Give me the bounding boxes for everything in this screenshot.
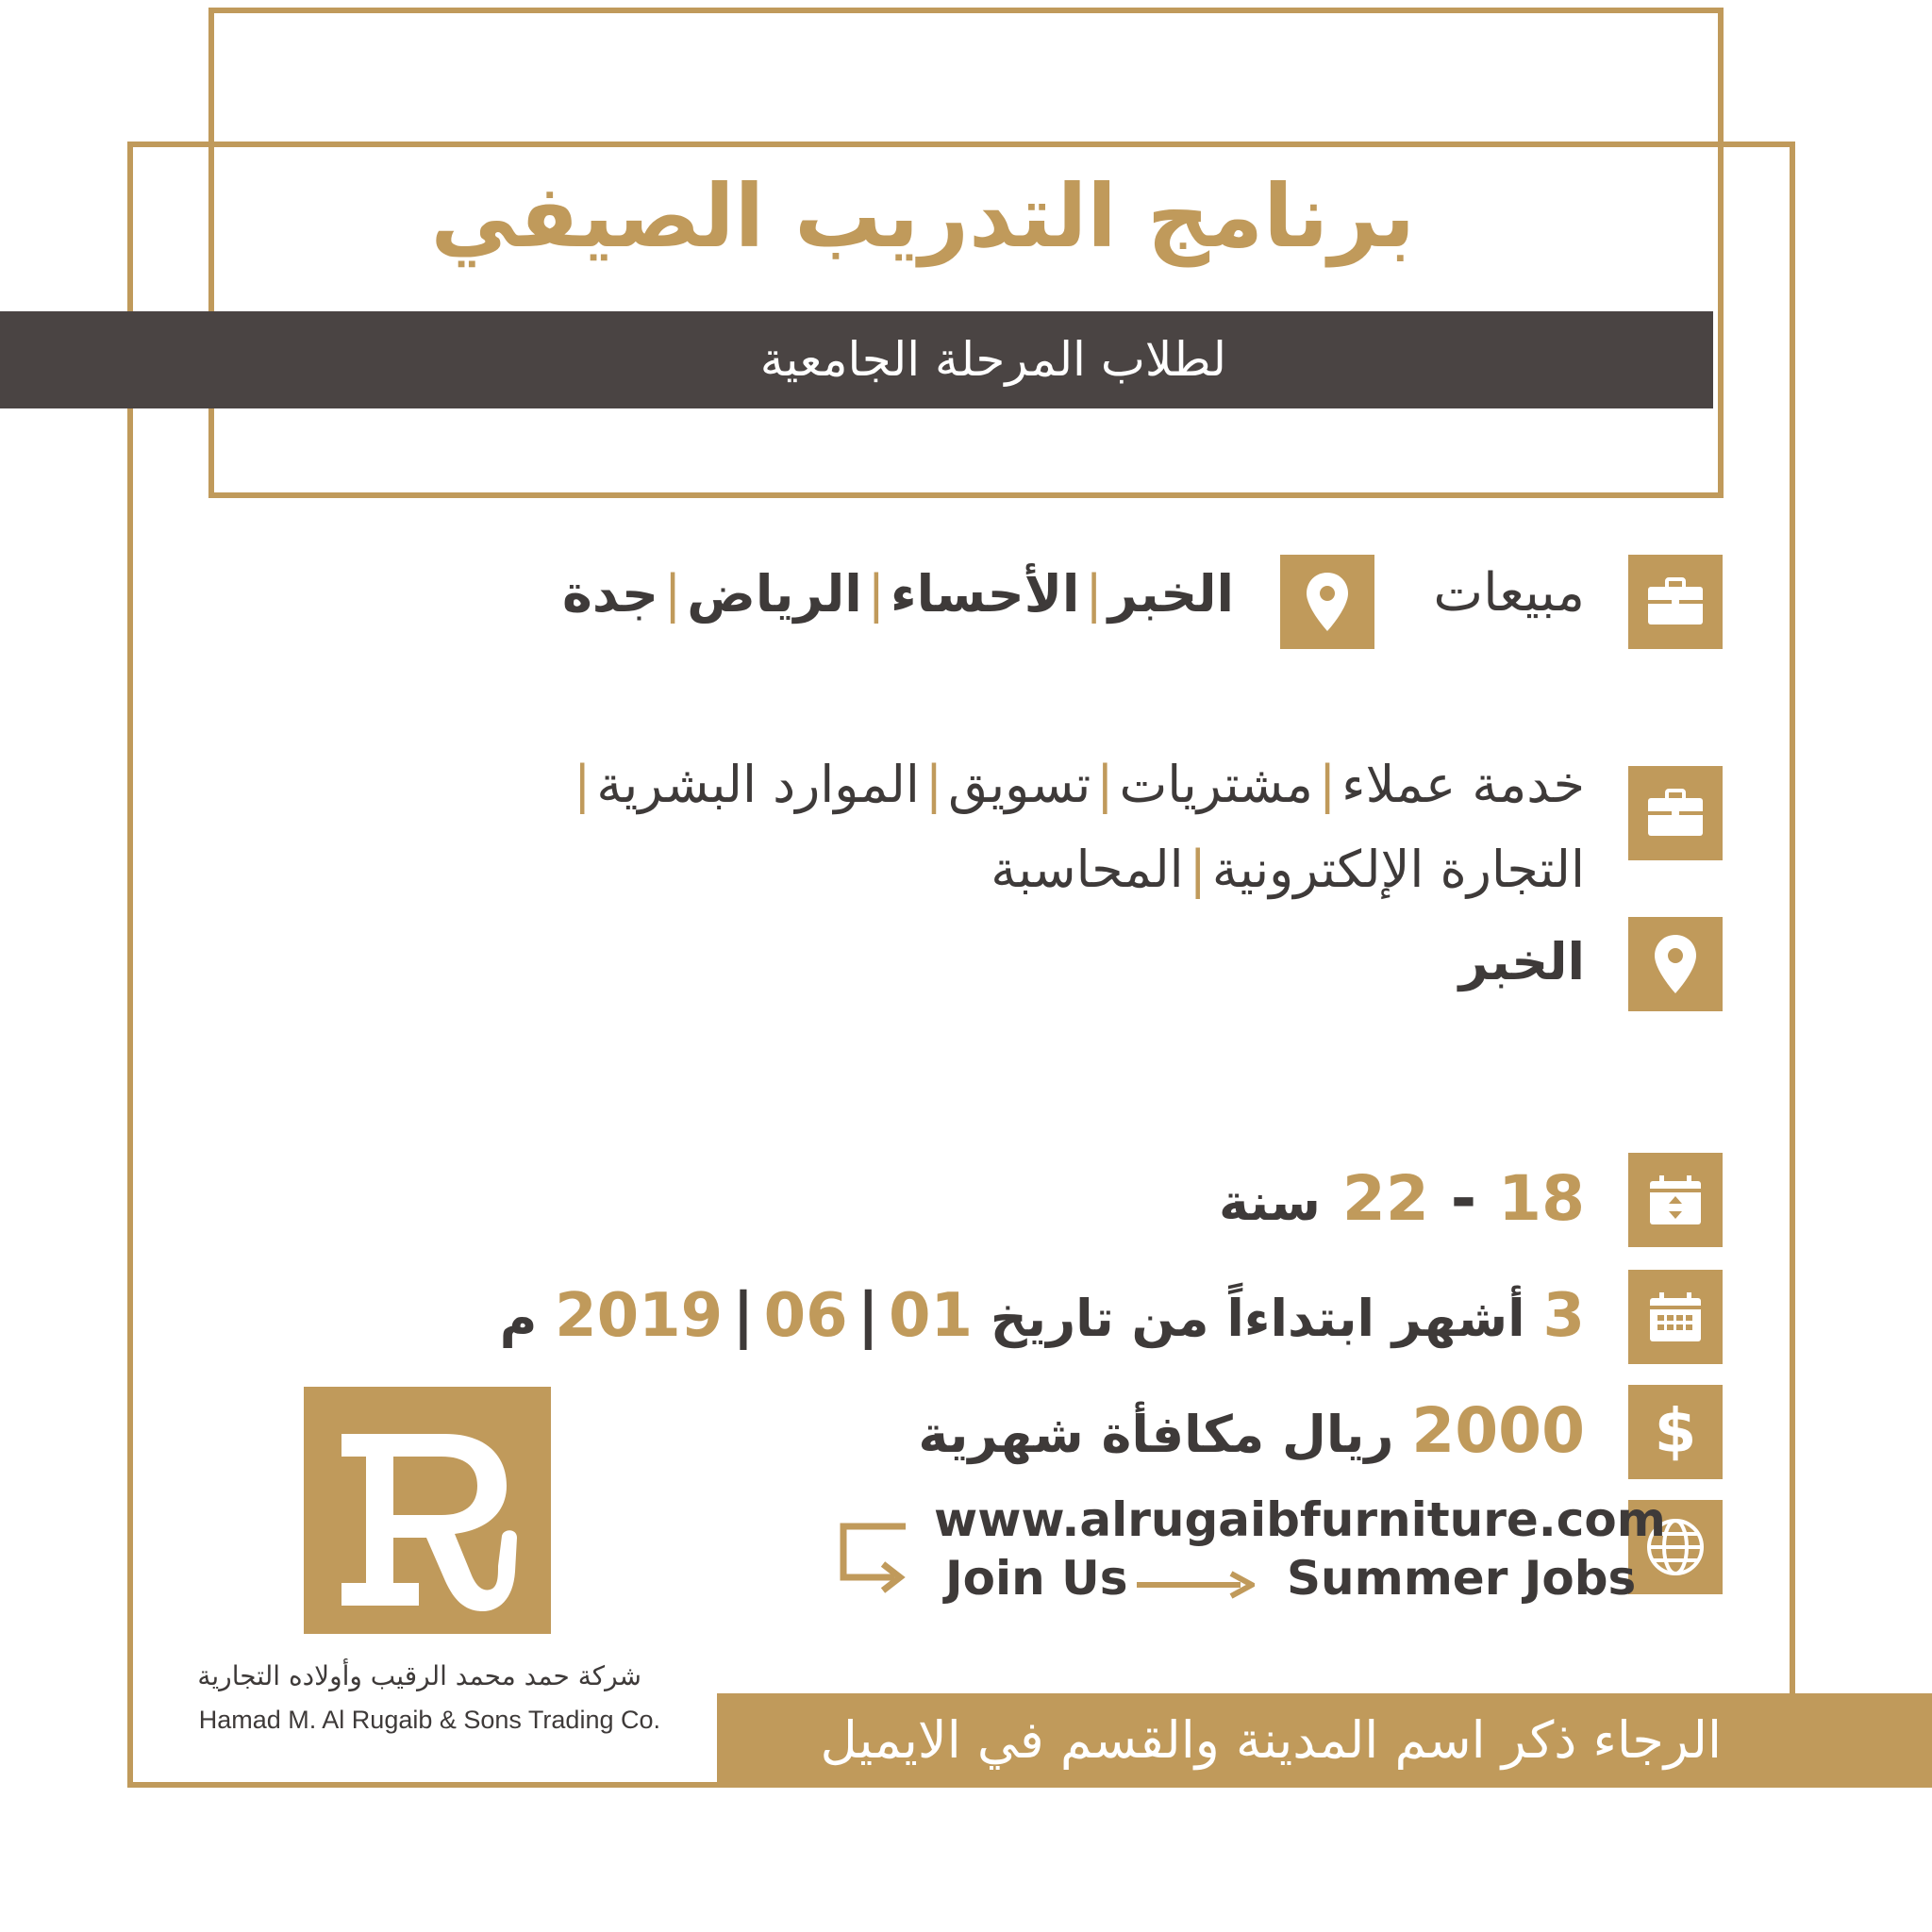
duration-day: 01: [889, 1281, 974, 1351]
city-riyadh: الرياض: [687, 564, 862, 624]
duration-months: 3: [1542, 1281, 1585, 1351]
duration-year: 2019: [555, 1281, 724, 1351]
section2-city: الخبر: [1458, 932, 1585, 991]
age-range: [1219, 1162, 1585, 1235]
briefcase-icon: [1628, 766, 1723, 860]
dollar-icon: $: [1628, 1385, 1723, 1479]
section2-departments-line2: التجارة الإلكترونية|المحاسبة: [991, 840, 1585, 899]
company-name-en: Hamad M. Al Rugaib & Sons Trading Co.: [198, 1706, 660, 1734]
duration-text: أشهر ابتداءاً من تاريخ: [990, 1289, 1525, 1348]
dept-purchasing: مشتريات: [1119, 755, 1313, 814]
dept-customer-service: خدمة عملاء: [1341, 755, 1585, 814]
salary: [918, 1394, 1585, 1467]
footer-note: الرجاء ذكر اسم المدينة والقسم في الايميل: [820, 1710, 1722, 1770]
salary-amount: 2000: [1411, 1394, 1585, 1467]
company-name-ar: شركة حمد محمد الرقيب وأولاده التجارية: [197, 1660, 641, 1691]
city-jeddah: جدة: [561, 564, 658, 624]
dept-hr: الموارد البشرية: [596, 755, 920, 814]
dept-ecommerce: التجارة الإلكترونية: [1211, 840, 1585, 899]
dept-marketing: تسويق: [948, 755, 1091, 814]
calendar-range-icon: [1628, 1153, 1723, 1247]
city-ahsa: الأحساء: [890, 564, 1080, 624]
age-from: 18: [1498, 1162, 1585, 1235]
briefcase-icon: [1628, 555, 1723, 649]
calendar-icon: [1628, 1270, 1723, 1364]
page-title: برنامج التدريب الصيفي: [430, 166, 1415, 267]
age-unit: سنة: [1219, 1173, 1321, 1232]
dept-accounting: المحاسبة: [991, 840, 1184, 899]
location-pin-icon: [1280, 555, 1374, 649]
duration-month: 06: [763, 1281, 848, 1351]
website-url[interactable]: www.alrugaibfurniture.com: [934, 1492, 1666, 1547]
salary-text: ريال مكافأة شهرية: [918, 1405, 1394, 1464]
corner-arrow-icon: [838, 1521, 913, 1604]
section2-departments-line1: خدمة عملاء|مشتريات|تسويق|الموارد البشرية|: [574, 755, 1585, 814]
location-pin-icon: [1628, 917, 1723, 1011]
city-khobar: الخبر: [1108, 564, 1234, 624]
age-to: 22: [1341, 1162, 1429, 1235]
duration-suffix: م: [499, 1289, 538, 1348]
company-logo: [304, 1387, 551, 1634]
duration: 3 أشهر ابتداءاً من تاريخ 01|06|2019 م: [499, 1281, 1585, 1351]
arrow-right-icon: [1137, 1566, 1255, 1604]
path-join-us: Join Us: [945, 1551, 1128, 1606]
section1-cities: الخبر|الأحساء|الرياض|جدة: [561, 564, 1234, 624]
section1-department: مبيعات: [1433, 562, 1585, 624]
subtitle: لطلاب المرحلة الجامعية: [759, 332, 1226, 387]
path-summer-jobs: Summer Jobs: [1287, 1551, 1637, 1606]
age-dash: -: [1450, 1162, 1477, 1235]
